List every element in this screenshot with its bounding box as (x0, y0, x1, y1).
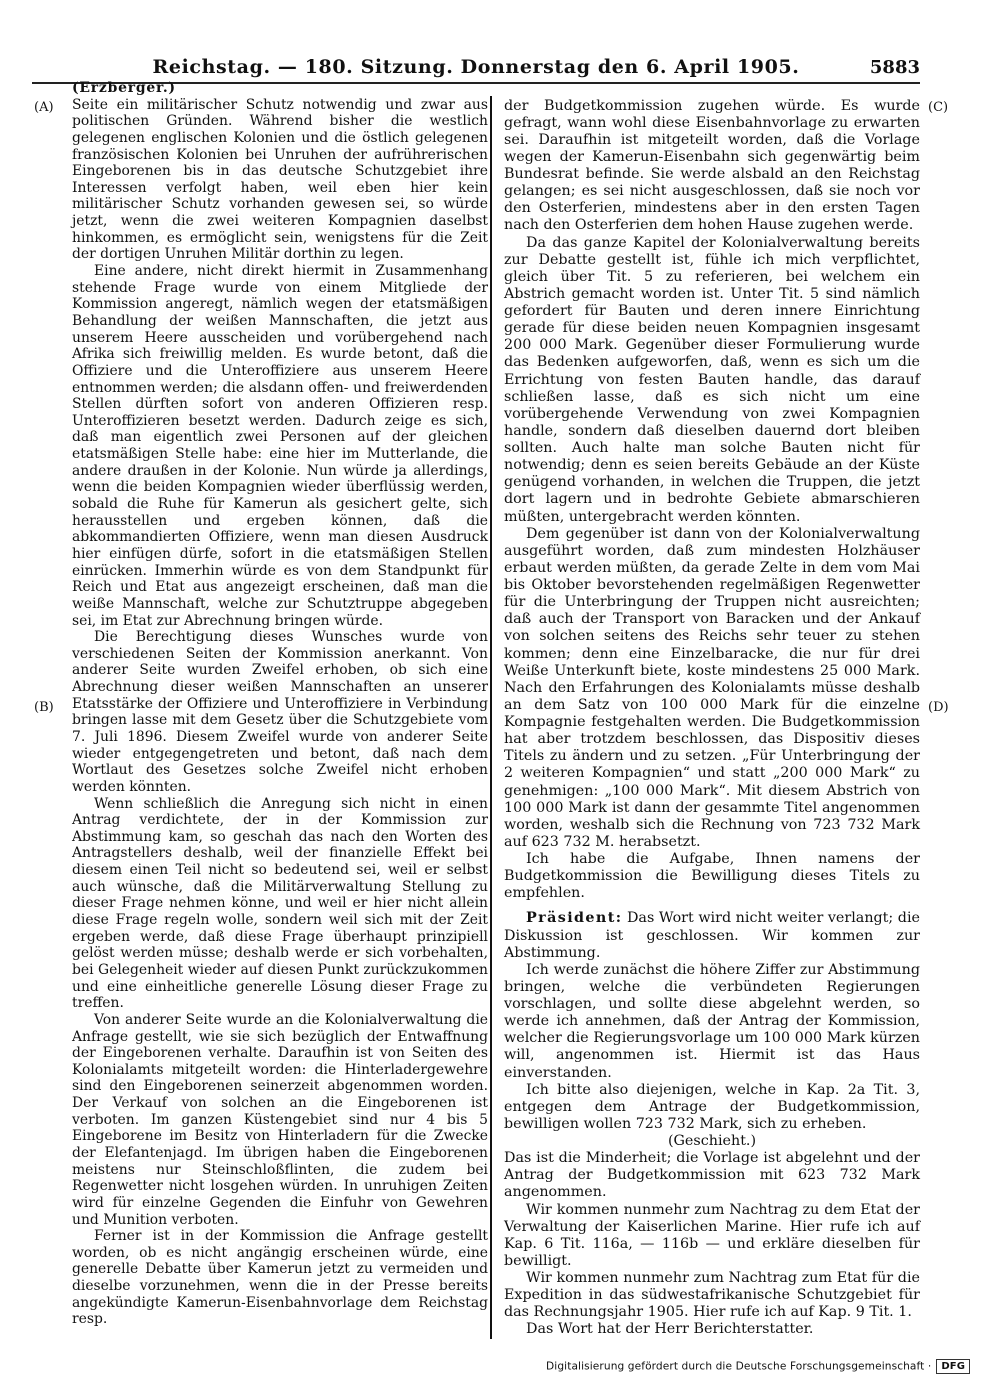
right-column (504, 80, 920, 1339)
paragraph: Ich werde zunächst die höhere Ziffer zur Abstimmung bringen, welche die verbündeten Regierungen vorschlagen, und sollte diese abgelehnt werden, so werde ich annehmen, daß der Antrag der Kommission, welcher die Regierungsvorlage um 100 000 Mark kürzen will, angenommen ist. Hiermit ist das Haus einverstanden. (504, 961, 920, 1081)
paragraph: Seite ein militärischer Schutz notwendig und zwar aus politischen Gründen. Während bisher die westlich gelegenen englischen Kolonien und die östlich gelegenen französischen Kolonien bei Unruhen der aufrührerischen Eingeborenen bis in das deutsche Schutzgebiet ihre Interessen verfolgt haben, weil eben hier kein militärischer Schutz vorhanden gewesen sei, so würde jetzt, wenn die zwei weiteren Kompagnien daselbst hinkommen, es ermöglicht sein, wenigstens für die Zeit der dortigen Unruhen Militär dorthin zu legen. (72, 96, 488, 263)
paragraph: Eine andere, nicht direkt hiermit in Zusammenhang stehende Frage wurde von einem Mitgliede der Kommission angeregt, nämlich wegen der etatsmäßigen Behandlung der weißen Mannschaften, die jetzt aus unserem Heere ausscheiden und vorübergehend nach Afrika sich freiwillig melden. Es wurde betont, daß die Offiziere und die Unteroffiziere aus unserem Heere entnommen werden; die alsdann offen- und freiwerdenden Stellen dürften sofort von anderen Offizieren resp. Unteroffizieren besetzt werden. Dadurch zeige es sich, daß man eigentlich zwei Personen auf der gleichen etatsmäßigen Stelle habe: eine hier im Mutterlande, die andere draußen in der Kolonie. Nun würde ja allerdings, wenn die beiden Kompagnien wieder überflüssig werden, sobald die Ruhe für Kamerun als gesichert gelte, sich herausstellen und ergeben können, daß die abkommandierten Offiziere, wenn man diesen Ausdruck hier einfügen dürfe, sofort in die etatsmäßigen Stellen einrücken. Immerhin würde es von dem Standpunkt für Reich und Etat aus angezeigt erscheinen, daß man die weiße Mannschaft, welche zur Schutztruppe abgegeben sei, im Etat zur Abrechnung bringen würde. (72, 263, 488, 629)
paragraph: Ferner ist in der Kommission die Anfrage gestellt worden, ob es nicht angängig erscheinen würde, eine generelle Debatte über Kamerun jetzt zu vermeiden und dieselbe vorzunehmen, wenn die in der Presse bereits angekündigte Kamerun-Eisenbahnvorlage dem Reichstag resp. (72, 1228, 488, 1328)
paragraph: Wenn schließlich die Anregung sich nicht in einen Antrag verdichtete, der in der Kommission zur Abstimmung kam, so geschah das nach den Worten des Antragstellers deshalb, weil der finanzielle Effekt bei diesem einen Teil nicht so bedeutend sei, weil er selbst auch wünsche, daß die Militärverwaltung Stellung zu dieser Frage nehmen könne, und weil er hier nicht allein diese Frage regeln wolle, sondern weil sich mit der Zeit ergeben werde, daß diese Frage überhaupt prinzipiell gelöst werden müsse; deshalb werde er sich vorbehalten, bei Gelegenheit wieder auf diesen Punkt zurückzukommen und eine einheitliche generelle Lösung dieser Frage zu treffen. (72, 795, 488, 1012)
president-statement (504, 910, 920, 961)
speaker-name: Präsident: (526, 910, 623, 927)
margin-mark-d: (D) (928, 700, 949, 715)
paragraph: Die Berechtigung dieses Wunsches wurde von verschiedenen Seiten der Kommission anerkannt. Von anderer Seite wurden Zweifel erhoben, ob sich eine Abrechnung dieser weißen Mannschaften an unserer Etatsstärke der Offiziere und Unteroffiziere in Verbindung bringen lasse mit dem Gesetz über die Schutzgebiete vom 7. Juli 1896. Diesem Zweifel wurde von anderer Seite wieder entgegengetreten und betont, daß nach dem Wortlaut des Gesetzes solche Zweifel nicht erhoben werden könnten. (72, 629, 488, 795)
column-divider (490, 96, 492, 1339)
credit-text: Digitalisierung gefördert durch die Deutsche Forschungsgemeinschaft · (546, 1360, 932, 1373)
paragraph: Von anderer Seite wurde an die Kolonialverwaltung die Anfrage gestellt, wie sie sich bezüglich der Entwaffnung der Eingeborenen verhalte. Daraufhin ist von Seiten des Kolonialamts mitgeteilt worden: die Hinterladergewehre sind den Eingeborenen seinerzeit abgenommen worden. Der Verkauf von solchen an die Eingeborenen ist verboten. Im ganzen Küstengebiet sind nur 4 bis 5 Eingeborene im Besitz von Hinterladern für die Zwecke der Elefantenjagd. Im übrigen haben die Eingeborenen meistens nur Steinschloßflinten, die zudem bei Regenwetter nicht losgehen würden. In unruhigen Zeiten wird für einzelne Gegenden die Einfuhr von Gewehren und Munition verboten. (72, 1011, 488, 1228)
page-number: 5883 (869, 57, 920, 78)
running-title: Reichstag. — 180. Sitzung. Donnerstag den 6. April 1905. (152, 56, 800, 78)
speaker-tag: (Erzberger.) (72, 80, 176, 96)
margin-mark-a: (A) (34, 100, 54, 115)
margin-mark-b: (B) (34, 700, 54, 715)
paragraph: Wir kommen nunmehr zum Nachtrag zum Etat für die Expedition in das südwestafrikanische Schutzgebiet für das Rechnungsjahr 1905. Hier rufe ich auf Kap. 9 Tit. 1. (504, 1270, 920, 1321)
paragraph: Ich bitte also diejenigen, welche in Kap. 2a Tit. 3, entgegen dem Antrage der Budgetkommission, bewilligen wollen 723 732 Mark, sich zu erheben. (504, 1081, 920, 1132)
digitization-credit (546, 1359, 970, 1374)
paragraph: der Budgetkommission zugehen würde. Es wurde gefragt, wann wohl diese Eisenbahnvorlage zu erwarten sei. Daraufhin ist mitgeteilt worden, daß die Vorlage wegen der Kamerun-Eisenbahn sich gegenwärtig beim Bundesrat befinde. Sie werde alsbald an den Reichstag gelangen; es sei nicht ausgeschlossen, daß sie noch vor den Osterferien, mindestens aber in den ersten Tagen nach den Osterferien dem hohen Hause zugehen werde. (504, 97, 920, 234)
paragraph: Das Wort hat der Herr Berichterstatter. (526, 1321, 814, 1338)
paragraph: Wir kommen nunmehr zum Nachtrag zu dem Etat der Verwaltung der Kaiserlichen Marine. Hier rufe ich auf Kap. 6 Tit. 116a, — 116b — und erkläre dieselben für bewilligt. (504, 1201, 920, 1269)
left-column (72, 80, 488, 1328)
president-text: Das Wort wird nicht weiter verlangt; die Diskussion ist geschlossen. Wir kommen zur Abstimmung. (504, 910, 920, 961)
paragraph: Ich habe die Aufgabe, Ihnen namens der Budgetkommission die Bewilligung dieses Titels zu empfehlen. (504, 851, 920, 902)
paragraph: Da das ganze Kapitel der Kolonialverwaltung bereits zur Debatte gestellt ist, fühle ich mich verpflichtet, gleich über Tit. 5 zu referieren, bei welchem ein Abstrich gemacht worden ist. Unter Tit. 5 sind nämlich gefordert für Bauten und deren innere Einrichtung gerade für diese beiden neuen Kompagnien insgesamt 200 000 Mark. Gegenüber dieser Formulierung wurde das Bedenken aufgeworfen, daß, wenn es sich um die Errichtung von festen Bauten handle, das darauf schließen lasse, daß es sich nicht um eine vorübergehende Verwendung von zwei Kompagnien handle, sondern daß dieselben dauernd dort bleiben sollten. Auch halte man solche Bauten nicht für notwendig; denn es seien bereits Gebäude an der Küste genügend vorhanden, in welchen die Truppen, die jetzt dort lagern und in bedrohte Gebiete abmarschieren müßten, untergebracht werden könnten. (504, 234, 920, 525)
stage-direction: (Geschieht.) (667, 1133, 757, 1150)
margin-mark-c: (C) (928, 100, 949, 115)
dfg-logo: DFG (936, 1359, 970, 1374)
paragraph: Das ist die Minderheit; die Vorlage ist abgelehnt und der Antrag der Budgetkommission mit 623 732 Mark angenommen. (504, 1150, 920, 1201)
paragraph: Dem gegenüber ist dann von der Kolonialverwaltung ausgeführt worden, daß zum mindesten Holzhäuser erbaut werden müßten, da gerade Zelte in dem vom Mai bis Oktober bevorstehenden regelmäßigen Regenwetter für die Unterbringung der Truppen nicht ausreichten; daß auch der Transport von Baracken und der Ankauf von solchen seitens des Reichs sehr teuer zu stehen kommen; denn eine Einzelbaracke, die nur für drei Weiße Unterkunft biete, koste mindestens 25 000 Mark. Nach den Erfahrungen des Kolonialamts müsse deshalb an dem Satz von 100 000 Mark für die einzelne Kompagnie festgehalten werden. Die Budgetkommission hat aber trotzdem beschlossen, das Dispositiv dieses Titels zu ändern und zu setzen. „Für Unterbringung der 2 weiteren Kompagnien“ und statt „200 000 Mark“ zu genehmigen: „100 000 Mark“. Mit diesem Abstrich von 100 000 Mark ist dann der gesammte Titel angenommen worden, weshalb sich die Rechnung von 723 732 Mark auf 623 732 M. herabsetzt. (504, 525, 920, 850)
